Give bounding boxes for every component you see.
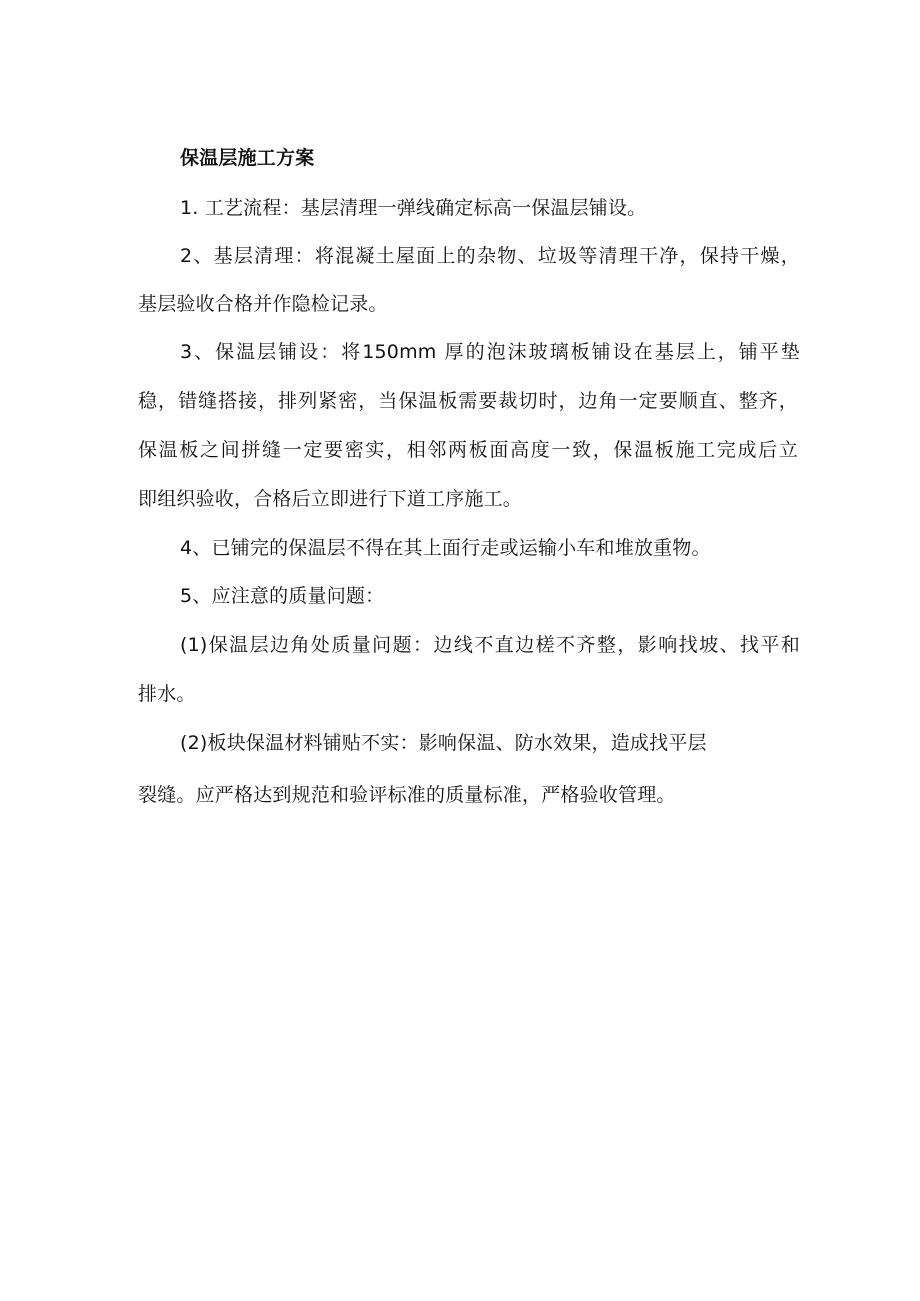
issue-1-line-1: (1)保温层边角处质量问题：边线不直边槎不齐整，影响找坡、找平和 <box>180 634 800 656</box>
step-3-line-1: 3、保温层铺设：将150mm 厚的泡沫玻璃板铺设在基层上，铺平垫 <box>180 341 800 363</box>
issue-1-line-2: 排水。 <box>138 683 196 705</box>
issue-2-line-1: (2)板块保温材料铺贴不实：影响保温、防水效果，造成找平层 <box>180 732 707 754</box>
step-3-line-4: 即组织验收，合格后立即进行下道工序施工。 <box>138 488 523 510</box>
issue-2-line-2: 裂缝。应严格达到规范和验评标准的质量标准，严格验收管理。 <box>138 784 676 806</box>
step-2-line-1: 2、基层清理：将混凝土屋面上的杂物、垃圾等清理干净，保持干燥， <box>180 245 800 267</box>
step-3-line-3: 保温板之间拼缝一定要密实，相邻两板面高度一致，保温板施工完成后立 <box>138 439 798 461</box>
step-5-text: 5、应注意的质量问题： <box>180 585 385 607</box>
step-1-text: 1. 工艺流程：基层清理一弹线确定标高一保温层铺设。 <box>180 197 647 219</box>
step-4-text: 4、已铺完的保温层不得在其上面行走或运输小车和堆放重物。 <box>180 537 711 559</box>
step-2-line-2: 基层验收合格并作隐检记录。 <box>138 293 388 315</box>
step-3-line-2: 稳，错缝搭接，排列紧密，当保温板需要裁切时，边角一定要顺直、整齐， <box>138 390 798 412</box>
document-title: 保温层施工方案 <box>180 147 315 169</box>
